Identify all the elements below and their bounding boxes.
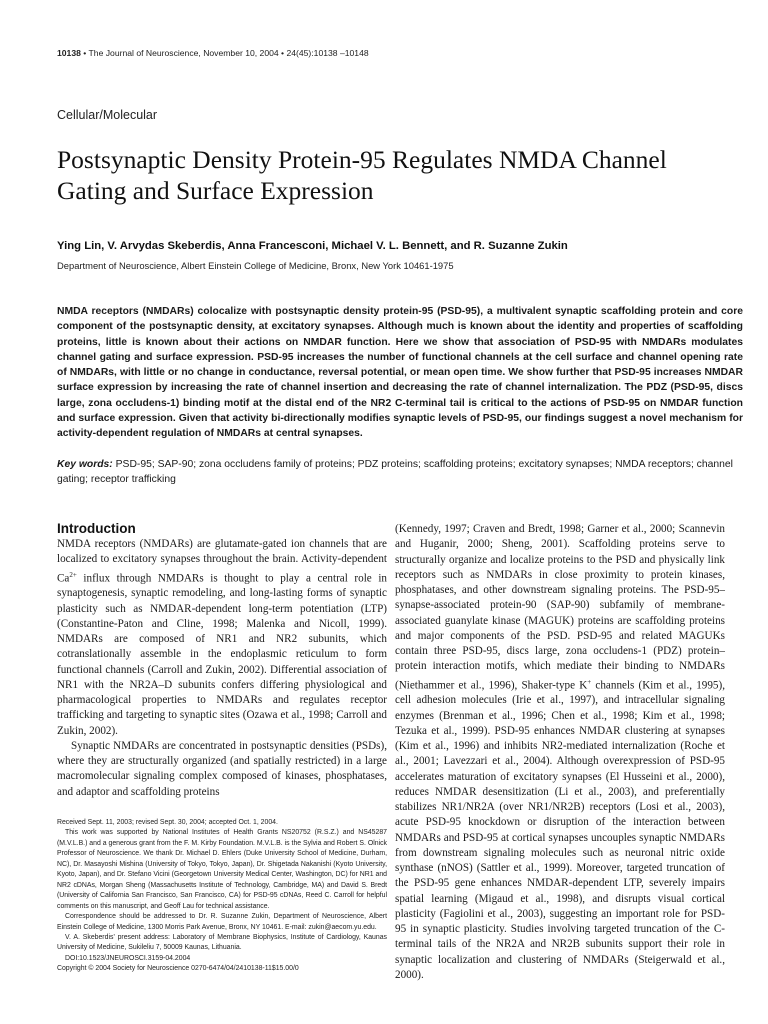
footnote-doi: DOI:10.1523/JNEUROSCI.3159-04.2004 [65, 954, 191, 962]
right-column [395, 522, 725, 983]
footnotes [57, 818, 387, 975]
footnote-support: This work was supported by National Institutes of Health Grants NS20752 (R.S.Z.) and NS45287 (M.V.L.B.) and a generous grant from the F. M. Kirby Foundation. M.V.L.B. is the Sylvia and Robert S. Olnick Professor of Neuroscience. We thank Dr. Michael D. Ehlers (Duke University School of Medicine, Durham, NC), Dr. Masayoshi Mishina (University of Tokyo, Tokyo, Japan), Dr. Shigetada Nakanishi (Kyoto University, Kyoto, Japan), and Dr. Stefano Vicini (Georgetown University Medical Center, Washington, DC) for NR1 and NR2 cDNAs, Morgan Sheng (Massachusetts Institute of Technology, Cambridge, MA) and David S. Bredt (University of California San Francisco, San Francisco, CA) for PSD-95 cDNAs, Reed C. Carroll for helpful comments on this manuscript, and Geoff Lau for technical assistance. [57, 829, 387, 910]
article-title: Postsynaptic Density Protein-95 Regulates NMDA Channel Gating and Surface Expression [57, 145, 667, 205]
running-header [57, 48, 369, 58]
section-label: Cellular/Molecular [57, 108, 158, 122]
abstract: NMDA receptors (NMDARs) colocalize with postsynaptic density protein-95 (PSD-95), a multivalent synaptic scaffolding protein and core component of the postsynaptic density, at excitatory synapses. Although much is known about the identity and properties of scaffolding proteins, little is known about their actions on NMDAR function. Here we show that association of PSD-95 with NMDARs modulates channel gating and surface expression. PSD-95 increases the number of functional channels at the cell surface and channel opening rate of NMDARs, with little or no change in conductance, reversal potential, or mean open time. We show further that PSD-95 increases NMDAR surface expression by increasing the rate of channel insertion and decreasing the rate of channel internalization. The PDZ (PSD-95, discs large, zona occludens-1) binding motif at the distal end of the NR2 C-terminal tail is critical to the actions of PSD-95 on NMDAR function and surface expression. Given that activity bi-directionally modifies synaptic levels of PSD-95, our findings suggest a novel mechanism for activity-dependent regulation of NMDARs at central synapses. [57, 306, 743, 440]
footnote-correspondence: Correspondence should be addressed to Dr. R. Suzanne Zukin, Department of Neuroscience, Albert Einstein College of Medicine, 1300 Morris Park Avenue, Bronx, NY 10461. E-mail: zukin@aecom.yu.edu. [57, 913, 387, 931]
intro-paragraph-2: Synaptic NMDARs are concentrated in postsynaptic densities (PSDs), where they are structurally organized (and spatially restricted) in a large macromolecular signaling complex composed of kinases, phosphatases, and adaptor and scaffolding proteins [57, 739, 387, 798]
footnote-received: Received Sept. 11, 2003; revised Sept. 30, 2004; accepted Oct. 1, 2004. [57, 819, 278, 826]
footnote-present-address: V. A. Skeberdis’ present address: Laboratory of Membrane Biophysics, Institute of Cardiology, Kaunas University of Medicine, Sukileliu 7, 50009 Kaunas, Lithuania. [57, 933, 387, 952]
page-number: 10138 [57, 48, 81, 58]
affiliation: Department of Neuroscience, Albert Einstein College of Medicine, Bronx, New York 10461-1975 [57, 260, 454, 271]
journal-citation: The Journal of Neuroscience, November 10, 2004 • 24(45):10138 –10148 [88, 48, 369, 58]
header-separator: • [83, 48, 87, 58]
author-list: Ying Lin, V. Arvydas Skeberdis, Anna Francesconi, Michael V. L. Bennett, and R. Suzanne Zukin [57, 240, 568, 252]
section-heading: Introduction [57, 521, 136, 536]
intro-paragraph-3: (Kennedy, 1997; Craven and Bredt, 1998; Garner et al., 2000; Scannevin and Huganir, 2000; Sheng, 2001). Scaffolding proteins serve to structurally organize and localize proteins to the PSD and physically link receptors such as NMDARs in close proximity to protein kinases, phosphatases, and other downstream signaling proteins. The PSD-95–synapse-associated protein-90 (SAP-90) subfamily of membrane-associated guanylate kinase (MAGUK) proteins are scaffolding proteins and major components of the PSD. PSD-95 and related MAGUKs contain three PSD-95, discs large, zona occludens-1 (PDZ) protein–protein interaction motifs, which mediate their binding to NMDARs (Niethammer et al., 1996), Shaker-type K+ channels (Kim et al., 1995), cell adhesion molecules (Irie et al., 1997), and intracellular signaling enzymes (Brenman et al., 1996; Chen et al., 1998; Kim et al., 1998; Tezuka et al., 1999). PSD-95 enhances NMDAR clustering at synapses (Kim et al., 1996) and inhibits NR2-mediated internalization (Roche et al., 2001; Lavezzari et al., 2004). Although overexpression of PSD-95 accelerates maturation of excitatory synapses (El Husseini et al., 2000), reduces NMDAR desensitization (Li et al., 2003), and preferentially stabilizes NR1/NR2A (over NR1/NR2B) receptors (Losi et al., 2003), acute PSD-95 knockdown or disruption of the interaction between NMDARs and PSD-95 at cortical synapses uncouples synaptic NMDARs from downstream signaling molecules such as neuronal nitric oxide synthase (nNOS) (Sattler et al., 1999). Moreover, targeted truncation of the PSD-95 gene enhances NMDAR-dependent LTP, severely impairs spatial learning (Migaud et al., 1998), and disrupts visual cortical plasticity (Fagiolini et al., 2003), suggesting an important role for PSD-95 in synaptic plasticity. Studies involving targeted truncation of the C-terminal tails of the NR2A and NR2B subunits support their role in synaptic localization and clustering of NMDARs (Steigerwald et al., 2000). [395, 523, 725, 981]
keywords-label: Key words: [57, 459, 113, 470]
keywords [57, 457, 743, 488]
left-column [57, 520, 387, 800]
intro-paragraph-1: NMDA receptors (NMDARs) are glutamate-gated ion channels that are localized to excitatory synapses throughout the brain. Activity-dependent $Ca^{2+}$ influx through NMDARs is thought to play a central role in synaptogenesis, synaptic remodeling, and long-lasting forms of synaptic plasticity such as NMDAR-dependent long-term potentiation (LTP) (Constantine-Paton and Cline, 1998; Malenka and Nicoll, 1999). NMDARs are composed of NR1 and NR2 subunits, which cotranslationally assemble in the endoplasmic reticulum to form functional channels (Carroll and Zukin, 2002). Differential association of NR1 with the NR2A–D subunits confers differing physiological and pharmacological properties to NMDARs and regulates receptor trafficking and targeting to synaptic sites (Ozawa et al., 1998; Carroll and Zukin, 2002). [57, 538, 387, 737]
footnote-copyright: Copyright © 2004 Society for Neuroscience 0270-6474/04/2410138-11$15.00/0 [57, 965, 299, 973]
keywords-text: PSD-95; SAP-90; zona occludens family of proteins; PDZ proteins; scaffolding proteins; excitatory synapses; NMDA receptors; channel gating; receptor trafficking [57, 459, 733, 486]
